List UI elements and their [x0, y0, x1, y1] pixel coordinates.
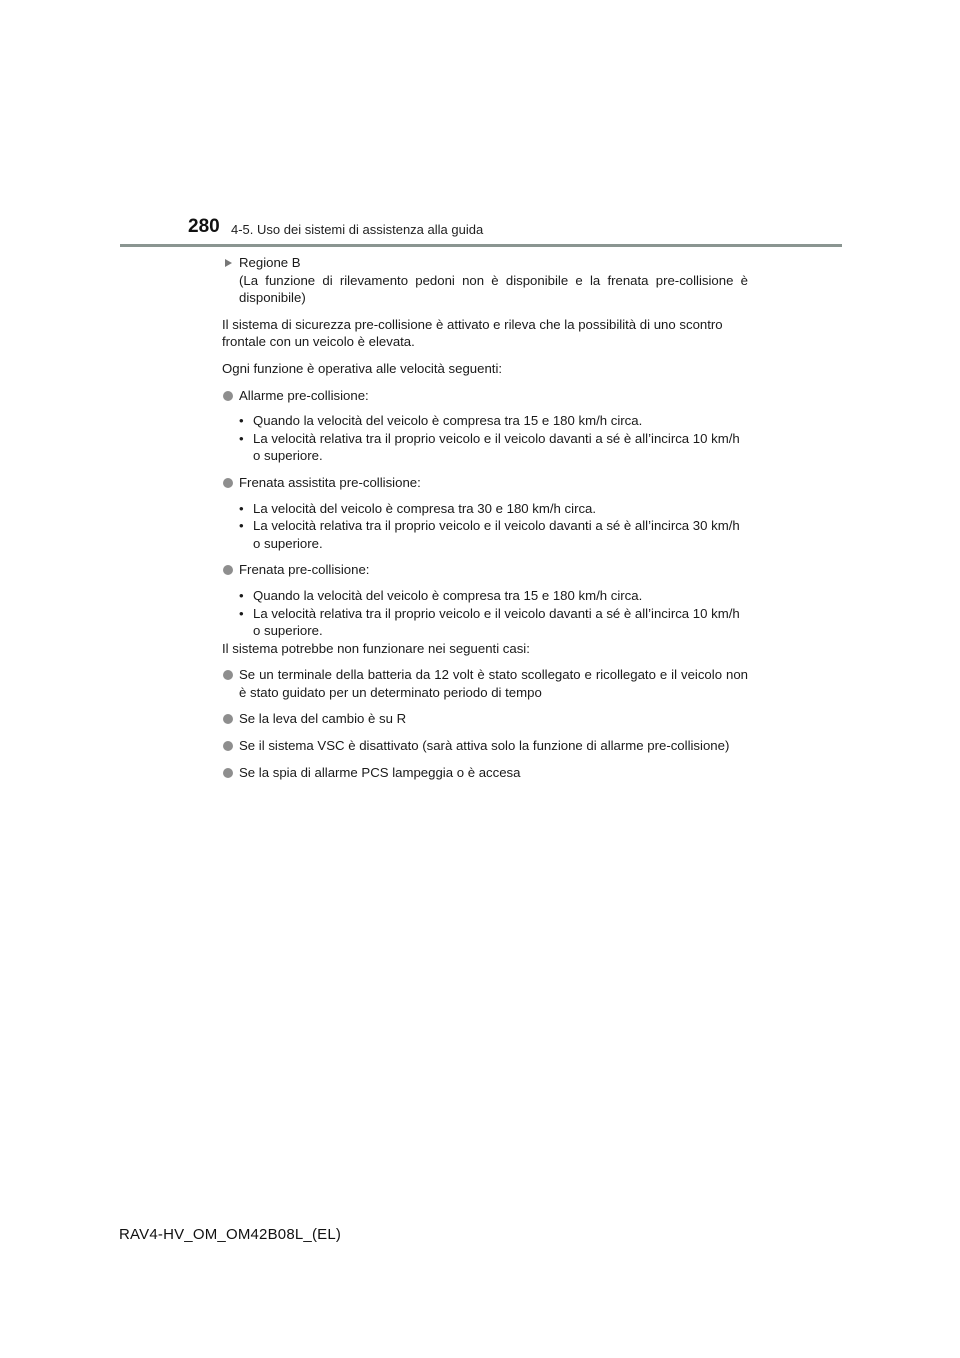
condition-item	[222, 764, 748, 782]
function-details	[222, 587, 748, 640]
region-block	[222, 254, 748, 307]
function-item	[222, 474, 748, 492]
list-item: • Quando la velocità del veicolo è compresa tra 15 e 180 km/h circa.	[239, 413, 643, 429]
circle-bullet-icon	[223, 741, 233, 751]
circle-bullet-icon	[223, 478, 233, 488]
page-content	[222, 254, 748, 781]
function-title: Allarme pre-collisione:	[239, 387, 369, 403]
function-item	[222, 387, 748, 405]
circle-bullet-icon	[223, 670, 233, 680]
region-note: (La funzione di rilevamento pedoni non è disponibile e la frenata pre-collisione è disponibile)	[239, 272, 748, 306]
dot-marker-icon: •	[239, 500, 244, 516]
function-details	[222, 412, 748, 465]
not-working-intro: Il sistema potrebbe non funzionare nei seguenti casi:	[222, 640, 530, 656]
dot-marker-icon: •	[239, 518, 244, 534]
list-item: • La velocità del veicolo è compresa tra 30 e 180 km/h circa.	[239, 500, 597, 516]
list-item: • La velocità relativa tra il proprio veicolo e il veicolo davanti a sé è all’incirca 10 km/h o superiore.	[239, 605, 740, 639]
condition-text: Se la leva del cambio è su R	[239, 711, 407, 727]
dot-marker-icon: •	[239, 430, 244, 446]
dot-marker-icon: •	[239, 587, 244, 603]
document-code: RAV4-HV_OM_OM42B08L_(EL)	[119, 1226, 342, 1243]
condition-item	[222, 737, 748, 755]
condition-text: Se il sistema VSC è disattivato (sarà attiva solo la funzione di allarme pre-collisione)	[239, 738, 730, 754]
list-item: • La velocità relativa tra il proprio veicolo e il veicolo davanti a sé è all’incirca 30 km/h o superiore.	[239, 518, 740, 551]
triangle-bullet-icon	[225, 259, 232, 267]
function-details	[222, 500, 748, 553]
condition-item	[222, 666, 748, 701]
section-title: 4-5. Uso dei sistemi di assistenza alla guida	[231, 222, 484, 237]
list-item: • La velocità relativa tra il proprio veicolo e il veicolo davanti a sé è all’incirca 10 km/h o superiore.	[239, 430, 740, 464]
region-title: Regione B	[239, 255, 301, 270]
function-item	[222, 561, 748, 579]
intro-paragraph: Il sistema di sicurezza pre-collisione è attivato e rileva che la possibilità di uno scontro frontale con un veicolo è elevata.	[222, 316, 723, 350]
circle-bullet-icon	[223, 768, 233, 778]
function-title: Frenata assistita pre-collisione:	[239, 474, 421, 490]
dot-marker-icon: •	[239, 413, 244, 429]
page-number: 280	[188, 216, 220, 237]
list-item: • Quando la velocità del veicolo è compresa tra 15 e 180 km/h circa.	[239, 587, 643, 603]
dot-marker-icon: •	[239, 605, 244, 621]
circle-bullet-icon	[223, 714, 233, 724]
header-rule	[120, 244, 842, 247]
intro-paragraph: Ogni funzione è operativa alle velocità seguenti:	[222, 360, 503, 376]
condition-item	[222, 710, 748, 728]
circle-bullet-icon	[223, 391, 233, 401]
condition-text: Se la spia di allarme PCS lampeggia o è accesa	[239, 764, 521, 780]
function-title: Frenata pre-collisione:	[239, 562, 370, 578]
circle-bullet-icon	[223, 565, 233, 575]
condition-text: Se un terminale della batteria da 12 volt è stato scollegato e ricollegato e il veicolo non è stato guidato per un determinato periodo di tempo	[239, 667, 748, 700]
